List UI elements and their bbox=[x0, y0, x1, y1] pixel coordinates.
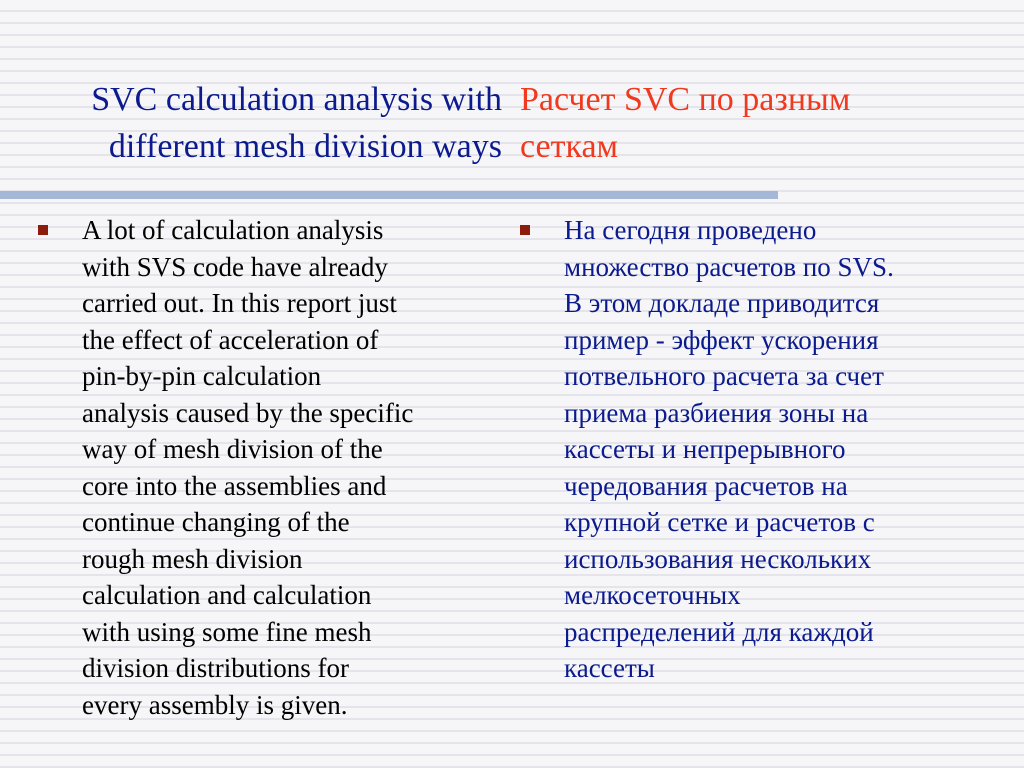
slide-title-russian: Расчет SVC по разным сеткам bbox=[520, 81, 851, 165]
bullet-text-russian: На сегодня проведено множество расчетов по SVS. В этом докладе приводится пример - эффект ускорения потвельного расчета за счет приема разбиения зоны на кассеты и непрерывного чередования расчетов на крупной сетке и расчетов с использования нескольких мелкосеточных распределений для каждой кассеты bbox=[564, 215, 894, 683]
square-bullet-icon bbox=[520, 225, 530, 235]
square-bullet-icon bbox=[38, 225, 48, 235]
slide-title-english: SVC calculation analysis with different mesh division ways bbox=[91, 81, 502, 165]
bullet-text-english: A lot of calculation analysis with SVS code have already carried out. In this report just the effect of acceleration of pin-by-pin calculation analysis caused by the specific way of mesh division of the core into the assemblies and continue changing of the rough mesh division calculation and calculation with using some fine mesh division distributions for every assembly is given. bbox=[82, 215, 414, 720]
title-divider-bar bbox=[0, 191, 778, 199]
